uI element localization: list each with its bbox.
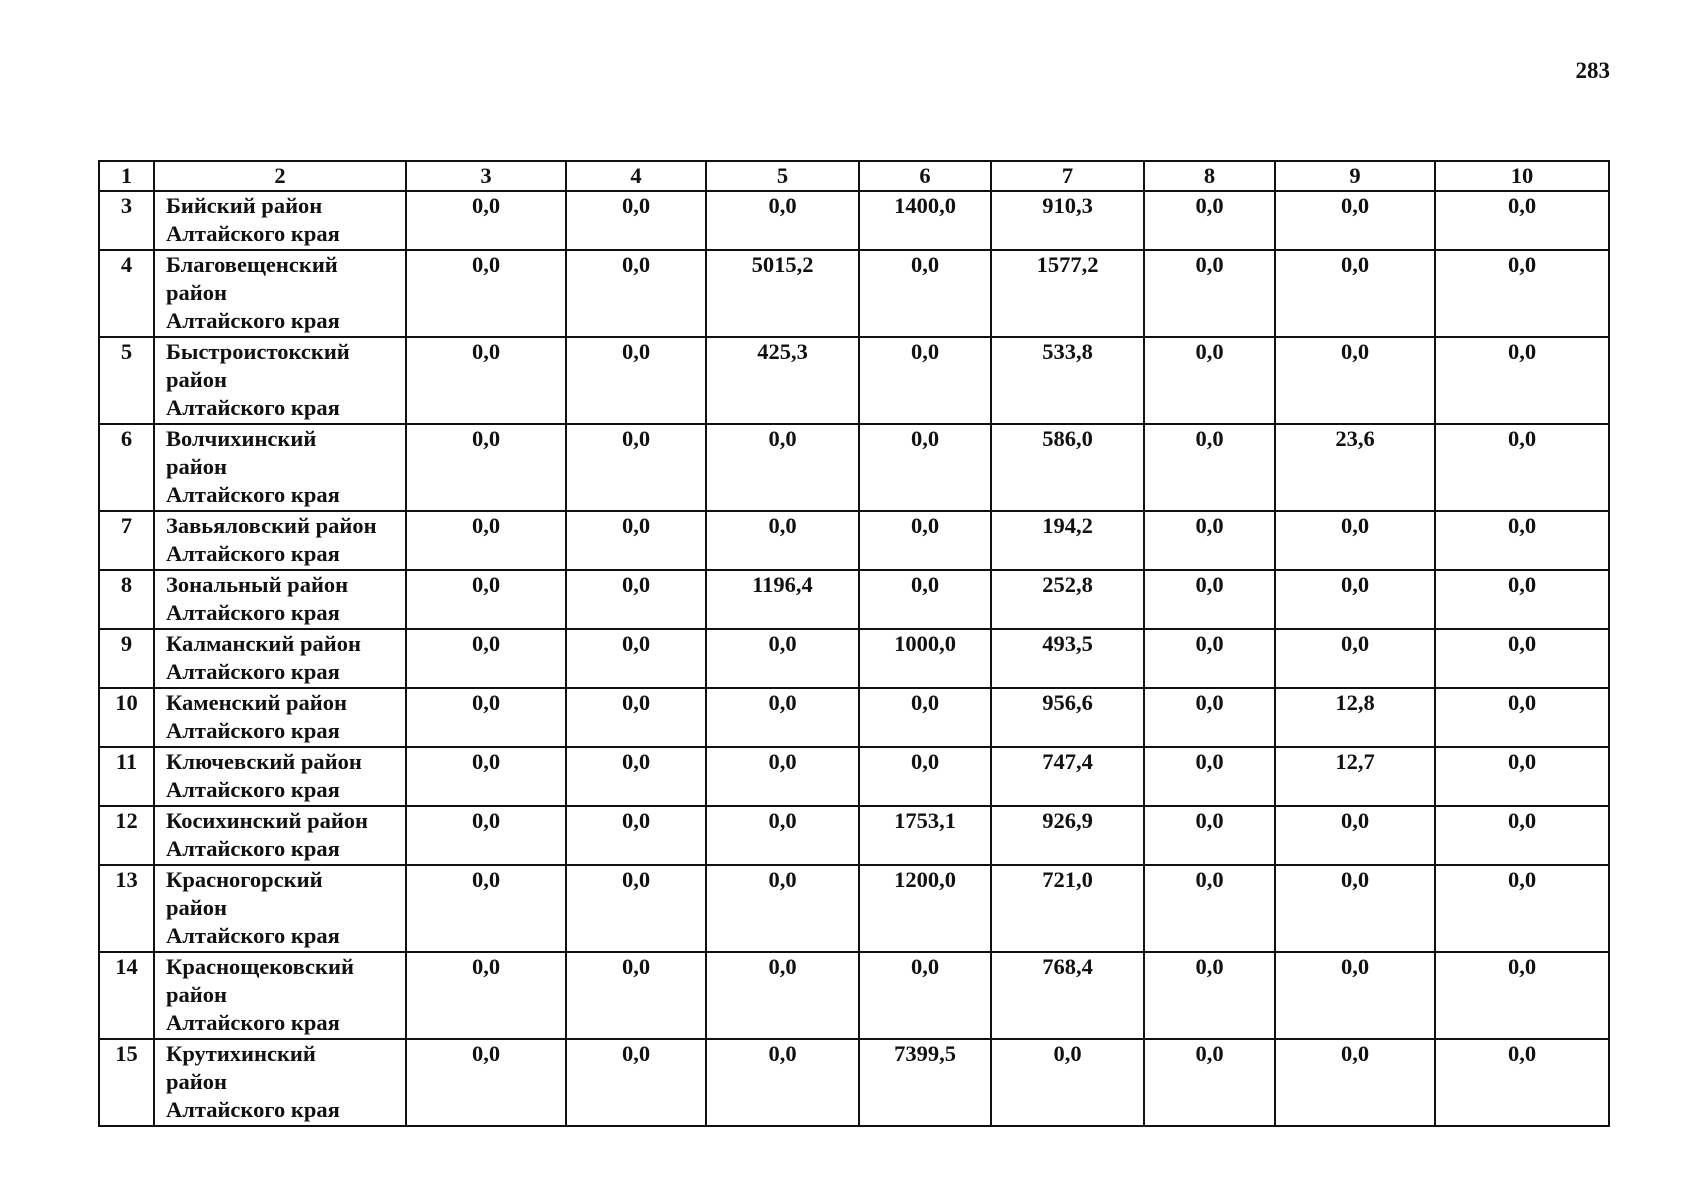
value-cell-col-5: 0,0 [706,191,859,250]
district-name-line: Благовещенский [166,252,338,277]
value-cell-col-5: 0,0 [706,952,859,1039]
value-cell-col-6: 0,0 [859,250,991,337]
value-cell-col-8: 0,0 [1144,424,1275,511]
value-cell-col-7: 768,4 [991,952,1144,1039]
page-number: 283 [1575,58,1610,83]
district-name-line: Алтайского края [166,836,340,861]
value-cell-col-8: 0,0 [1144,337,1275,424]
value-cell-col-5: 5015,2 [706,250,859,337]
value-cell-col-4: 0,0 [566,688,706,747]
value-cell-col-10: 0,0 [1435,688,1609,747]
value-cell-col-6: 0,0 [859,952,991,1039]
value-cell-col-6: 7399,5 [859,1039,991,1126]
value-cell-col-3: 0,0 [406,191,566,250]
district-name-line: Алтайского края [166,541,340,566]
table-row [99,865,1609,952]
value-cell-col-3: 0,0 [406,629,566,688]
district-name-line: Алтайского края [166,308,340,333]
value-cell-col-8: 0,0 [1144,629,1275,688]
district-name-line: Волчихинский [166,426,317,451]
district-name-line: Завьяловский район [166,513,377,538]
table-body [99,191,1609,1126]
value-cell-col-7: 747,4 [991,747,1144,806]
value-cell-col-10: 0,0 [1435,806,1609,865]
value-cell-col-5: 0,0 [706,1039,859,1126]
value-cell-col-7: 252,8 [991,570,1144,629]
value-cell-col-8: 0,0 [1144,570,1275,629]
district-name-line: Краснощековский [166,954,354,979]
value-cell-col-3: 0,0 [406,806,566,865]
value-cell-col-4: 0,0 [566,806,706,865]
value-cell-col-4: 0,0 [566,747,706,806]
value-cell-col-9: 12,8 [1275,688,1435,747]
value-cell-col-8: 0,0 [1144,1039,1275,1126]
value-cell-col-10: 0,0 [1435,865,1609,952]
district-name-cell [154,806,406,865]
value-cell-col-10: 0,0 [1435,511,1609,570]
value-cell-col-9: 0,0 [1275,865,1435,952]
table-row [99,688,1609,747]
district-name-line: Бийский район [166,193,323,218]
value-cell-col-9: 0,0 [1275,1039,1435,1126]
value-cell-col-9: 0,0 [1275,511,1435,570]
district-name-line: Алтайского края [166,659,340,684]
district-name-line: Алтайского края [166,718,340,743]
value-cell-col-6: 1000,0 [859,629,991,688]
value-cell-col-9: 0,0 [1275,570,1435,629]
district-name-line: район [166,1069,227,1094]
value-cell-col-4: 0,0 [566,1039,706,1126]
district-name-line: Алтайского края [166,923,340,948]
value-cell-col-9: 0,0 [1275,191,1435,250]
value-cell-col-9: 0,0 [1275,629,1435,688]
district-name-cell [154,865,406,952]
table-row [99,1039,1609,1126]
value-cell-col-6: 1200,0 [859,865,991,952]
value-cell-col-3: 0,0 [406,865,566,952]
value-cell-col-5: 0,0 [706,747,859,806]
value-cell-col-5: 425,3 [706,337,859,424]
value-cell-col-3: 0,0 [406,250,566,337]
value-cell-col-10: 0,0 [1435,1039,1609,1126]
table-row [99,511,1609,570]
row-number-cell: 9 [99,629,154,688]
value-cell-col-4: 0,0 [566,250,706,337]
value-cell-col-6: 0,0 [859,424,991,511]
district-name-line: район [166,367,227,392]
value-cell-col-3: 0,0 [406,337,566,424]
header-cell: 4 [566,161,706,191]
district-name-line: Быстроистокский [166,339,350,364]
value-cell-col-4: 0,0 [566,191,706,250]
row-number-cell: 10 [99,688,154,747]
value-cell-col-9: 23,6 [1275,424,1435,511]
district-name-line: Каменский район [166,690,347,715]
district-name-line: Ключевский район [166,749,362,774]
table-row [99,747,1609,806]
value-cell-col-10: 0,0 [1435,747,1609,806]
value-cell-col-7: 956,6 [991,688,1144,747]
row-number-cell: 5 [99,337,154,424]
district-name-line: Алтайского края [166,482,340,507]
value-cell-col-3: 0,0 [406,424,566,511]
district-name-cell [154,191,406,250]
header-row [99,161,1609,191]
district-name-cell [154,337,406,424]
header-cell: 10 [1435,161,1609,191]
value-cell-col-3: 0,0 [406,511,566,570]
district-name-cell [154,424,406,511]
table-row [99,629,1609,688]
table-row [99,424,1609,511]
value-cell-col-3: 0,0 [406,1039,566,1126]
district-name-cell [154,688,406,747]
table-row [99,952,1609,1039]
value-cell-col-5: 0,0 [706,511,859,570]
value-cell-col-7: 910,3 [991,191,1144,250]
district-name-line: Алтайского края [166,1010,340,1035]
value-cell-col-10: 0,0 [1435,191,1609,250]
value-cell-col-8: 0,0 [1144,688,1275,747]
header-cell: 7 [991,161,1144,191]
district-name-line: Алтайского края [166,600,340,625]
value-cell-col-6: 0,0 [859,747,991,806]
value-cell-col-8: 0,0 [1144,191,1275,250]
table-row [99,337,1609,424]
value-cell-col-7: 0,0 [991,1039,1144,1126]
row-number-cell: 11 [99,747,154,806]
row-number-cell: 15 [99,1039,154,1126]
district-name-cell [154,629,406,688]
value-cell-col-3: 0,0 [406,952,566,1039]
value-cell-col-4: 0,0 [566,629,706,688]
district-name-cell [154,952,406,1039]
header-cell: 9 [1275,161,1435,191]
value-cell-col-5: 0,0 [706,629,859,688]
value-cell-col-5: 1196,4 [706,570,859,629]
value-cell-col-7: 586,0 [991,424,1144,511]
value-cell-col-4: 0,0 [566,337,706,424]
data-table [98,160,1610,1127]
row-number-cell: 13 [99,865,154,952]
value-cell-col-7: 194,2 [991,511,1144,570]
value-cell-col-9: 0,0 [1275,806,1435,865]
value-cell-col-10: 0,0 [1435,250,1609,337]
value-cell-col-3: 0,0 [406,688,566,747]
district-name-line: район [166,982,227,1007]
district-name-cell [154,511,406,570]
district-name-line: район [166,895,227,920]
district-name-line: Крутихинский [166,1041,316,1066]
district-name-line: Алтайского края [166,777,340,802]
row-number-cell: 14 [99,952,154,1039]
value-cell-col-6: 1400,0 [859,191,991,250]
district-name-line: Красногорский [166,867,323,892]
value-cell-col-8: 0,0 [1144,952,1275,1039]
value-cell-col-8: 0,0 [1144,806,1275,865]
district-name-line: Косихинский район [166,808,369,833]
row-number-cell: 6 [99,424,154,511]
value-cell-col-5: 0,0 [706,688,859,747]
header-cell: 6 [859,161,991,191]
district-name-line: Алтайского края [166,395,340,420]
district-name-line: Алтайского края [166,221,340,246]
value-cell-col-8: 0,0 [1144,747,1275,806]
header-cell: 3 [406,161,566,191]
district-name-cell [154,570,406,629]
district-name-cell [154,250,406,337]
value-cell-col-6: 0,0 [859,337,991,424]
value-cell-col-4: 0,0 [566,511,706,570]
district-name-line: Калманский район [166,631,361,656]
row-number-cell: 4 [99,250,154,337]
value-cell-col-6: 1753,1 [859,806,991,865]
value-cell-col-5: 0,0 [706,865,859,952]
value-cell-col-9: 0,0 [1275,250,1435,337]
value-cell-col-7: 493,5 [991,629,1144,688]
value-cell-col-5: 0,0 [706,424,859,511]
district-name-line: Зональный район [166,572,349,597]
header-cell: 2 [154,161,406,191]
table-row [99,250,1609,337]
row-number-cell: 7 [99,511,154,570]
value-cell-col-6: 0,0 [859,570,991,629]
value-cell-col-10: 0,0 [1435,337,1609,424]
value-cell-col-6: 0,0 [859,688,991,747]
value-cell-col-10: 0,0 [1435,570,1609,629]
value-cell-col-4: 0,0 [566,570,706,629]
value-cell-col-9: 0,0 [1275,952,1435,1039]
row-number-cell: 3 [99,191,154,250]
header-cell: 5 [706,161,859,191]
district-name-cell [154,747,406,806]
district-name-line: район [166,454,227,479]
value-cell-col-10: 0,0 [1435,424,1609,511]
value-cell-col-7: 533,8 [991,337,1144,424]
row-number-cell: 12 [99,806,154,865]
district-name-cell [154,1039,406,1126]
value-cell-col-7: 721,0 [991,865,1144,952]
value-cell-col-10: 0,0 [1435,952,1609,1039]
value-cell-col-6: 0,0 [859,511,991,570]
value-cell-col-7: 926,9 [991,806,1144,865]
header-cell: 1 [99,161,154,191]
value-cell-col-9: 0,0 [1275,337,1435,424]
district-name-line: Алтайского края [166,1097,340,1122]
value-cell-col-4: 0,0 [566,952,706,1039]
value-cell-col-4: 0,0 [566,865,706,952]
district-name-line: район [166,280,227,305]
value-cell-col-8: 0,0 [1144,250,1275,337]
value-cell-col-10: 0,0 [1435,629,1609,688]
value-cell-col-8: 0,0 [1144,865,1275,952]
value-cell-col-3: 0,0 [406,570,566,629]
value-cell-col-7: 1577,2 [991,250,1144,337]
table-row [99,806,1609,865]
value-cell-col-9: 12,7 [1275,747,1435,806]
value-cell-col-5: 0,0 [706,806,859,865]
table-row [99,570,1609,629]
value-cell-col-8: 0,0 [1144,511,1275,570]
header-cell: 8 [1144,161,1275,191]
row-number-cell: 8 [99,570,154,629]
value-cell-col-3: 0,0 [406,747,566,806]
value-cell-col-4: 0,0 [566,424,706,511]
table-row [99,191,1609,250]
